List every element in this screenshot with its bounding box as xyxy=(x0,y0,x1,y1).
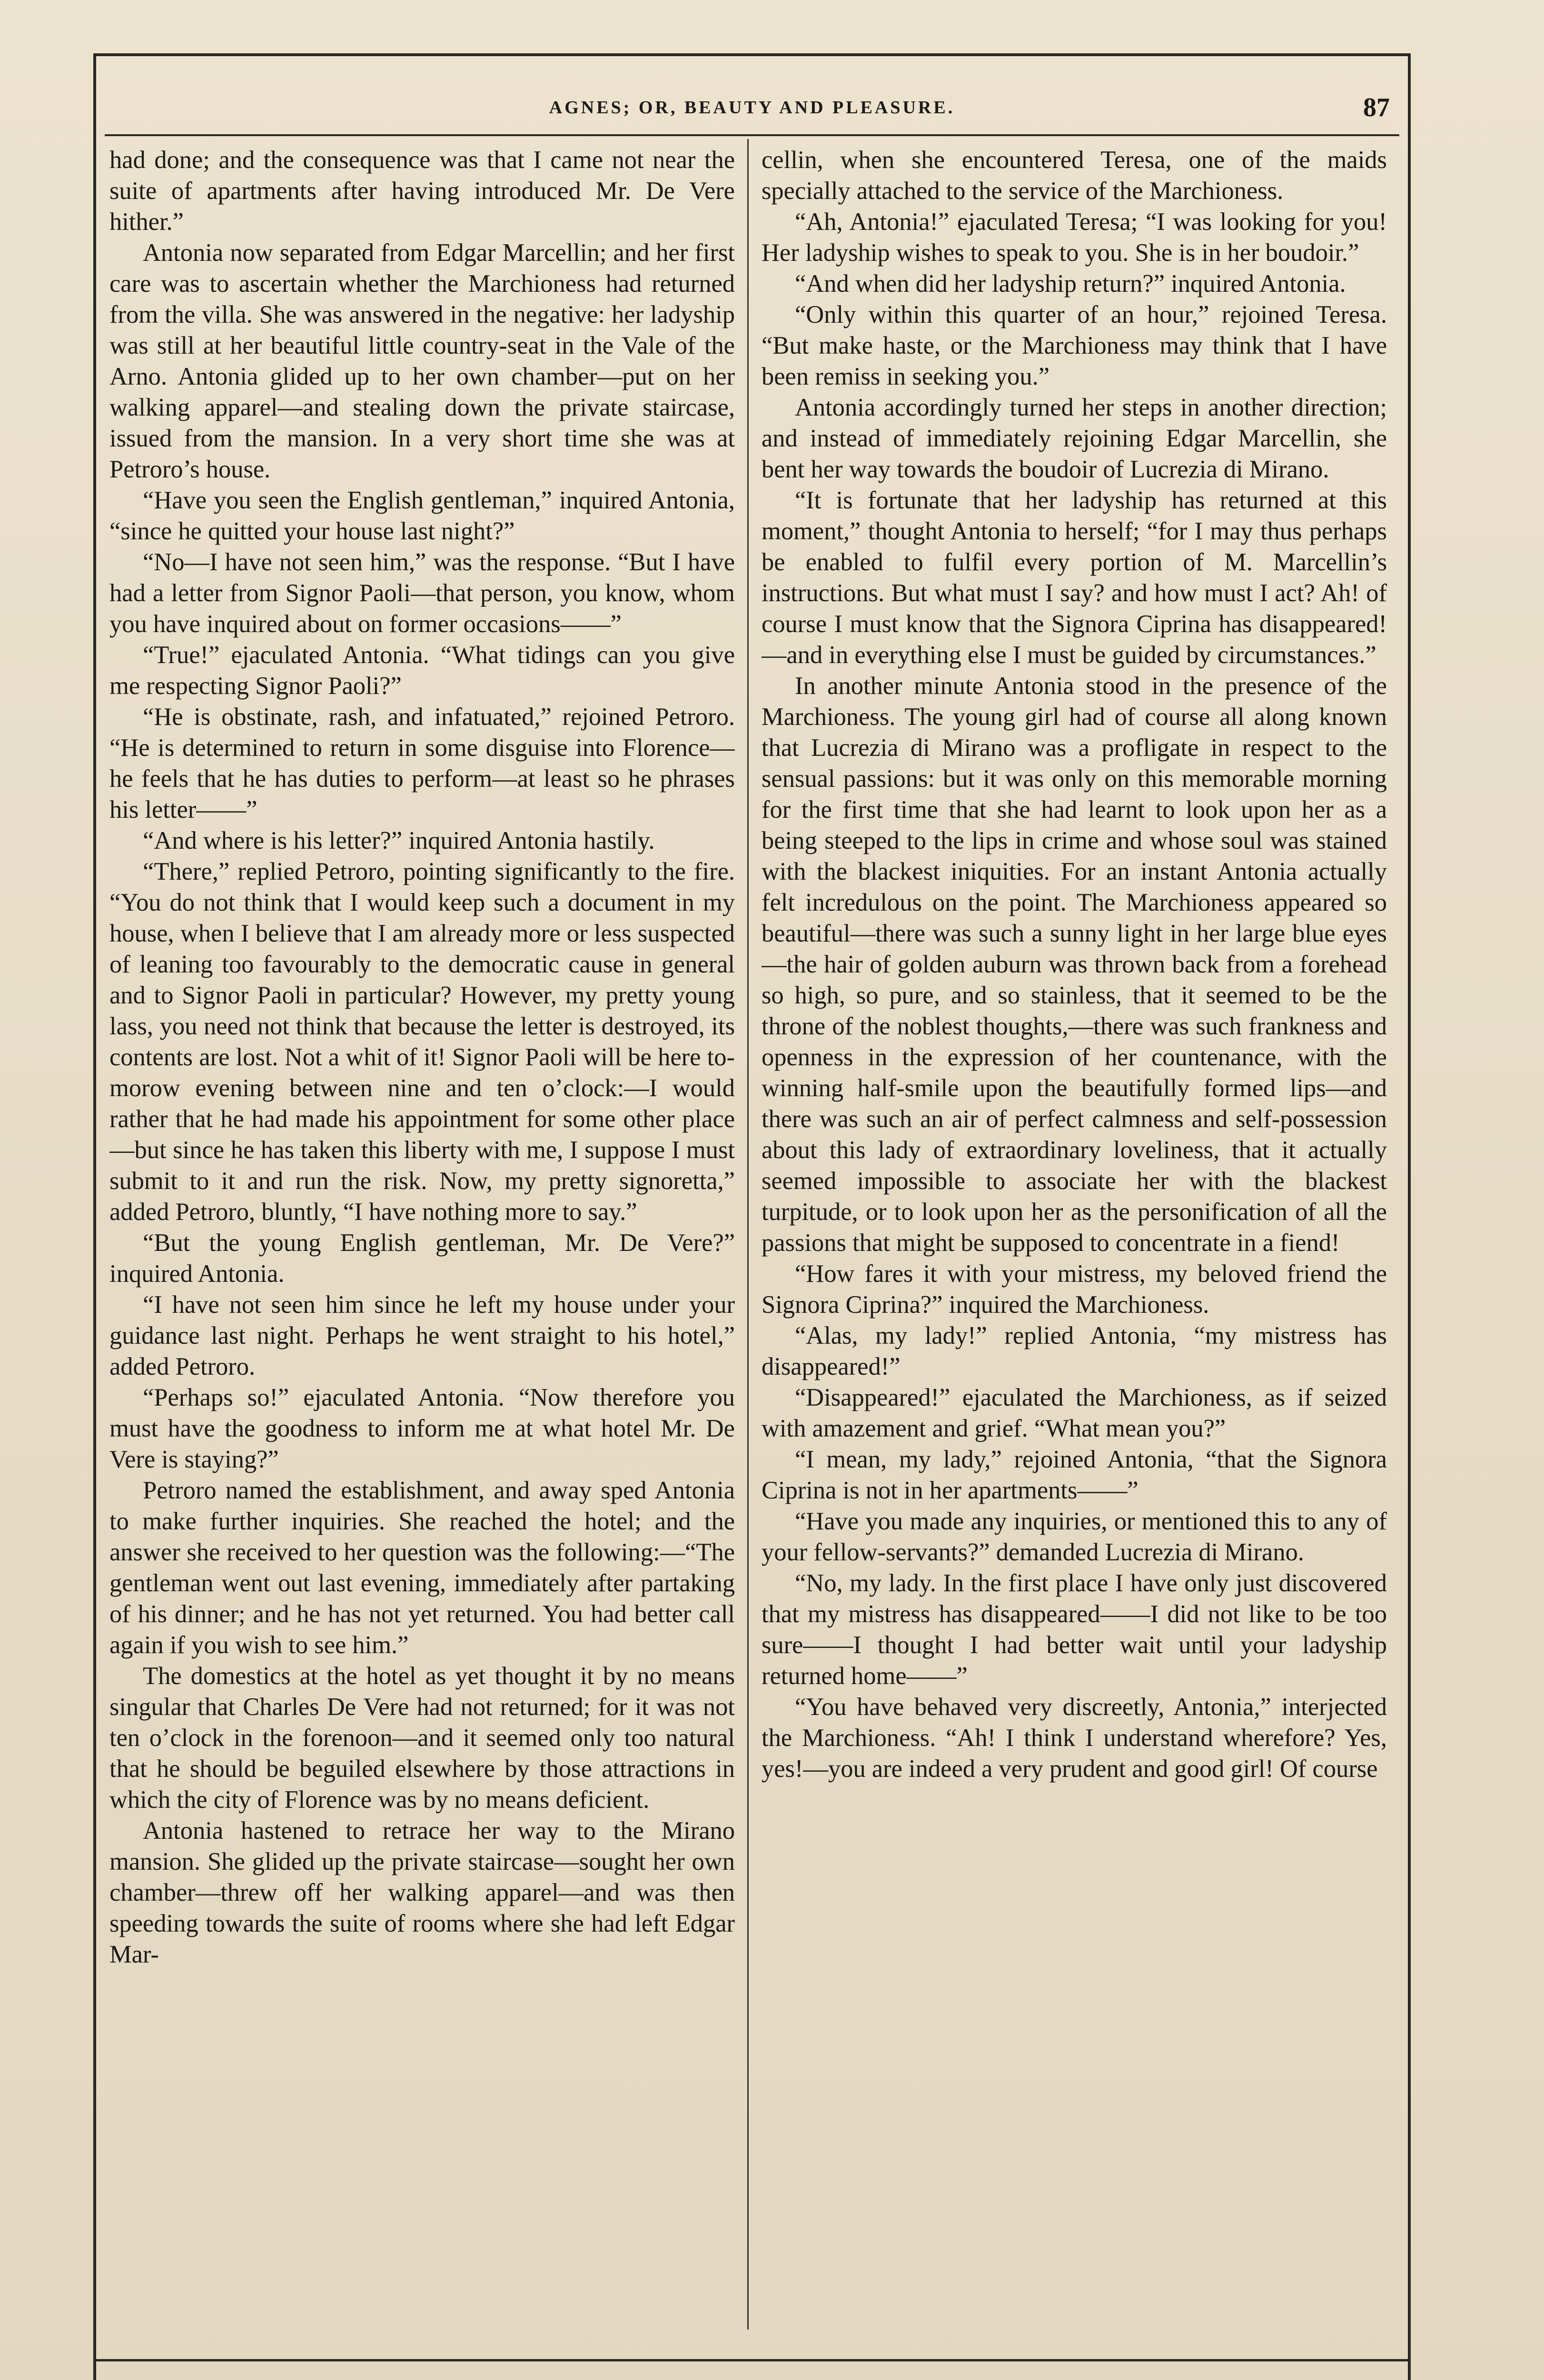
paragraph: cellin, when she encountered Teresa, one of the maids specially attached to the service of the Marchioness. xyxy=(762,146,1387,205)
paragraph: “How fares it with your mistress, my beloved friend the Signora Ciprina?” inquired the Marchioness. xyxy=(762,1260,1387,1319)
paragraph: “Ah, Antonia!” ejaculated Teresa; “I was looking for you! Her ladyship wishes to speak to you. She is in her boudoir.” xyxy=(762,208,1387,267)
paragraph: “And when did her ladyship return?” inquired Antonia. xyxy=(795,270,1346,298)
paragraph: “But the young English gentleman, Mr. De Vere?” inquired Antonia. xyxy=(109,1229,735,1288)
paragraph: had done; and the consequence was that I came not near the suite of apartments after having introduced Mr. De Vere hither.” xyxy=(109,146,735,236)
paragraph: “No—I have not seen him,” was the response. “But I have had a letter from Signor Paoli—that person, you know, whom you have inquired about on former occasions——” xyxy=(109,548,735,638)
column-divider xyxy=(747,139,749,2330)
running-title: AGNES; OR, BEAUTY AND PLEASURE. xyxy=(549,98,955,118)
paragraph: “You have behaved very discreetly, Antonia,” interjected the Marchioness. “Ah! I think I understand wherefore? Yes, yes!—you are indeed a very prudent and good girl! Of course xyxy=(762,1693,1387,1783)
paragraph: “I have not seen him since he left my house under your guidance last night. Perhaps he went straight to his hotel,” added Petroro. xyxy=(109,1291,735,1380)
paragraph: “No, my lady. In the first place I have only just discovered that my mistress has disappeared——I did not like to be too sure——I thought I had better wait until your ladyship returned home——” xyxy=(762,1569,1387,1690)
paragraph: The domestics at the hotel as yet thought it by no means singular that Charles De Vere had not returned; for it was not ten o’clock in the forenoon—and it seemed only too natural that he should be beguiled elsewhere by those attractions in which the city of Florence was by no means deficient. xyxy=(109,1662,735,1814)
header-rule xyxy=(105,134,1399,136)
paragraph: “Have you seen the English gentleman,” inquired Antonia, “since he quitted your house last night?” xyxy=(109,486,735,545)
paragraph: “He is obstinate, rash, and infatuated,” rejoined Petroro. “He is determined to return in some disguise into Florence—he feels that he has duties to perform—at least so he phrases his letter——” xyxy=(109,703,735,823)
right-column xyxy=(762,145,1387,2334)
page-number: 87 xyxy=(1363,93,1390,122)
paragraph: Antonia now separated from Edgar Marcellin; and her first care was to ascertain whether the Marchioness had returned from the villa. She was answered in the negative: her ladyship was still at her beautiful little country-seat in the Vale of the Arno. Antonia glided up to her own chamber—put on her walking apparel—and stealing down the private staircase, issued from the mansion. In a very short time she was at Petroro’s house. xyxy=(109,239,735,483)
paragraph: Antonia accordingly turned her steps in another direction; and instead of immediately rejoining Edgar Marcellin, she bent her way towards the boudoir of Lucrezia di Mirano. xyxy=(762,394,1387,483)
running-header xyxy=(100,89,1404,127)
paragraph: “Have you made any inquiries, or mentioned this to any of your fellow-servants?” demanded Lucrezia di Mirano. xyxy=(762,1507,1387,1566)
paragraph: Antonia hastened to retrace her way to the Mirano mansion. She glided up the private staircase—sought her own chamber—threw off her walking apparel—and was then speeding towards the suite of rooms where she had left Edgar Mar- xyxy=(109,1817,735,1968)
left-column xyxy=(109,145,735,2334)
paragraph: “I mean, my lady,” rejoined Antonia, “that the Signora Ciprina is not in her apartments——” xyxy=(762,1446,1387,1504)
paragraph: “And where is his letter?” inquired Antonia hastily. xyxy=(143,827,655,854)
paragraph: Petroro named the establishment, and away sped Antonia to make further inquiries. She reached the hotel; and the answer she received to her question was the following:—“The gentleman went out last evening, immediately after partaking of his dinner; and he has not yet returned. You had better call again if you wish to see him.” xyxy=(109,1477,735,1659)
paragraph: “Disappeared!” ejaculated the Marchioness, as if seized with amazement and grief. “What mean you?” xyxy=(762,1384,1387,1442)
paragraph: “True!” ejaculated Antonia. “What tidings can you give me respecting Signor Paoli?” xyxy=(109,641,735,700)
paragraph: “There,” replied Petroro, pointing significantly to the fire. “You do not think that I would keep such a document in my house, when I believe that I am already more or less suspected of leaning too favourably to the democratic cause in general and to Signor Paoli in particular? However, my pretty young lass, you need not think that because the letter is destroyed, its contents are lost. Not a whit of it! Signor Paoli will be here to-morow evening between nine and ten o’clock:—I would rather that he had made his appointment for some other place—but since he has taken this liberty with me, I suppose I must submit to it and run the risk. Now, my pretty signoretta,” added Petroro, bluntly, “I have nothing more to say.” xyxy=(109,858,735,1226)
paragraph: In another minute Antonia stood in the presence of the Marchioness. The young girl had of course all along known that Lucrezia di Mirano was a profligate in respect to the sensual passions: but it was only on this memorable morning for the first time that she had learnt to look upon her as a being steeped to the lips in crime and whose soul was stained with the blackest iniquities. For an instant Antonia actually felt incredulous on the point. The Marchioness appeared so beautiful—there was such a sunny light in her large blue eyes—the hair of golden auburn was thrown back from a forehead so high, so pure, and so stainless, that it seemed to be the throne of the noblest thoughts,—there was such frankness and openness in the expression of her countenance, with the winning half-smile upon the beautifully formed lips—and there was such an air of perfect calmness and self-possession about this lady of extraordinary loveliness, that it actually seemed impossible to associate her with the blackest turpitude, or to look upon her as the personification of all the passions that might be supposed to concentrate in a fiend! xyxy=(762,672,1387,1257)
paragraph: “Only within this quarter of an hour,” rejoined Teresa. “But make haste, or the Marchioness may think that I have been remiss in seeking you.” xyxy=(762,301,1387,390)
footer-rule xyxy=(95,2359,1409,2361)
paragraph: “Perhaps so!” ejaculated Antonia. “Now therefore you must have the goodness to inform me at what hotel Mr. De Vere is staying?” xyxy=(109,1384,735,1473)
paragraph: “Alas, my lady!” replied Antonia, “my mistress has disappeared!” xyxy=(762,1322,1387,1380)
paragraph: “It is fortunate that her ladyship has returned at this moment,” thought Antonia to herself; “for I may thus perhaps be enabled to fulfil every portion of M. Marcellin’s instructions. But what must I say? and how must I act? Ah! of course I must know that the Signora Ciprina has disappeared!—and in everything else I must be guided by circumstances.” xyxy=(762,486,1387,669)
